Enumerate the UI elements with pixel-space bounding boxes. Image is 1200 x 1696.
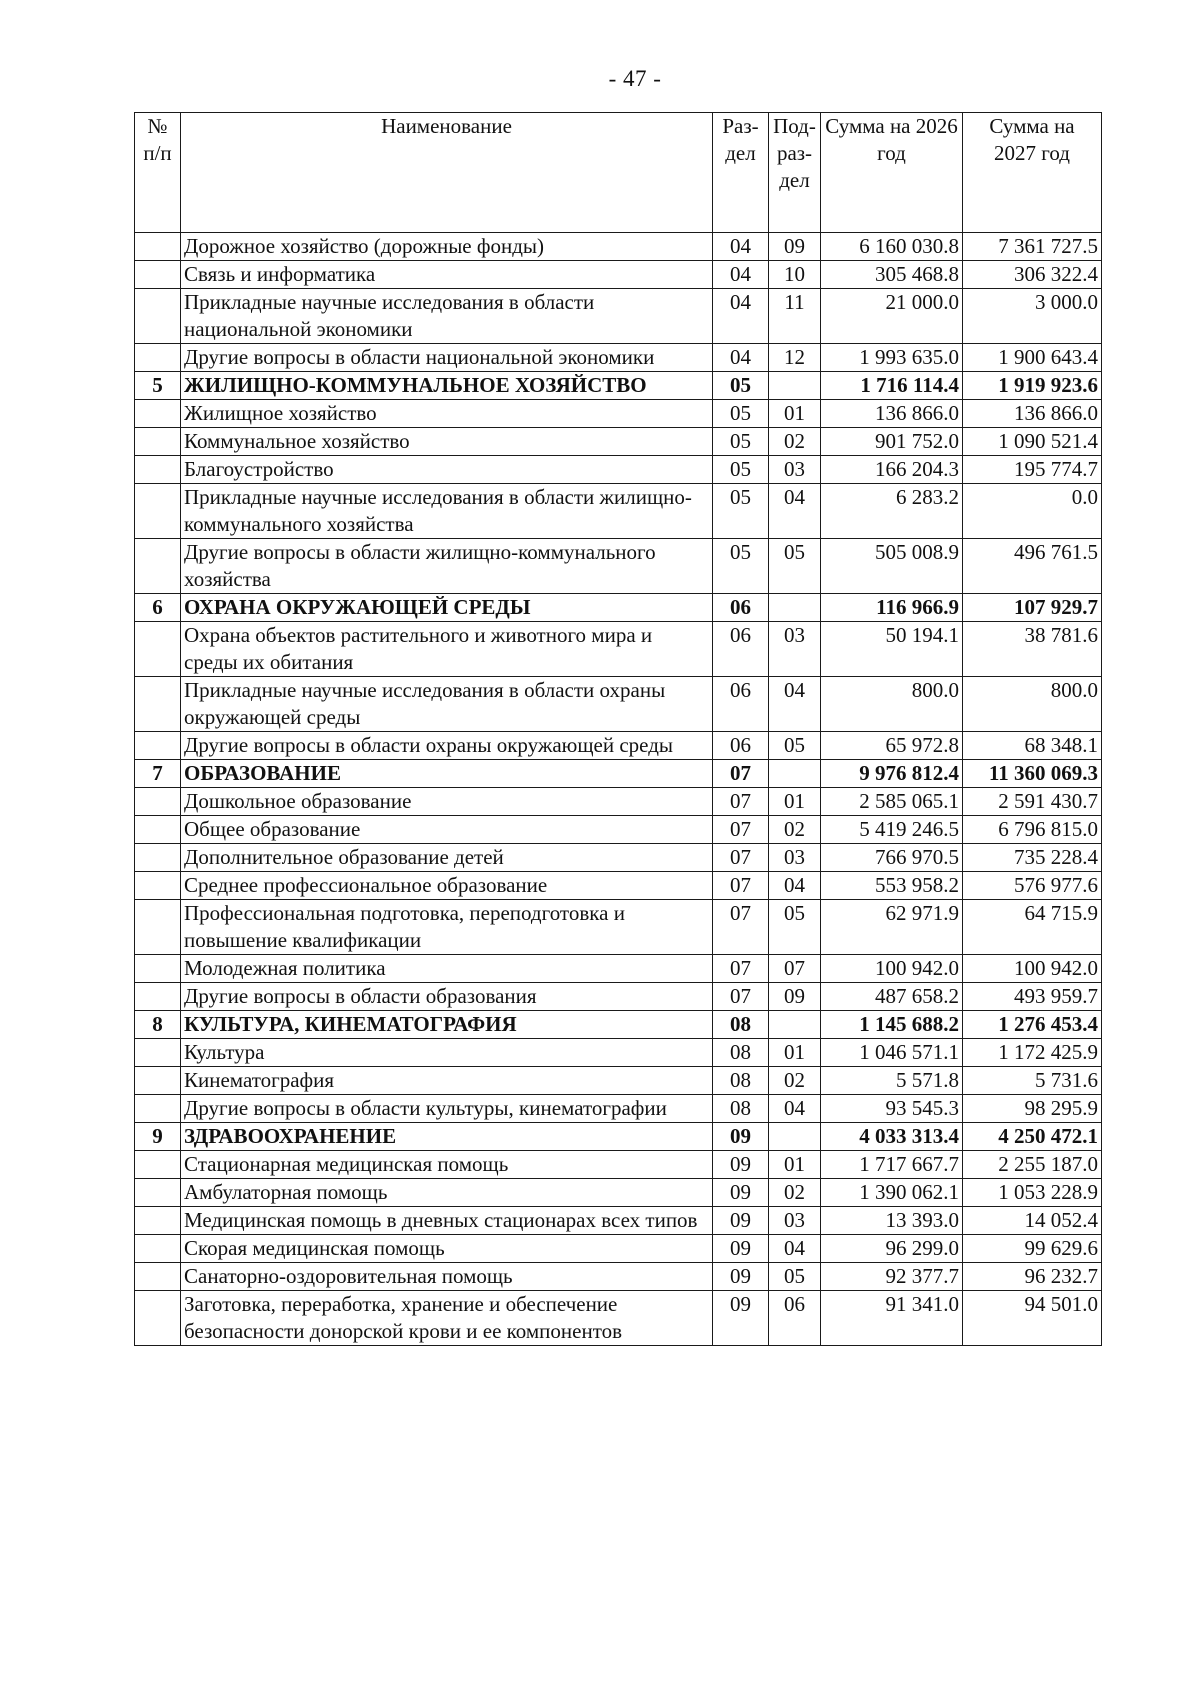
row-number: [135, 1235, 181, 1263]
row-sum-2026: 800.0: [821, 677, 963, 732]
row-razdel: 07: [713, 844, 769, 872]
row-razdel: 05: [713, 456, 769, 484]
row-sum-2027: 11 360 069.3: [963, 760, 1102, 788]
row-podrazdel: 05: [769, 1263, 821, 1291]
row-razdel: 06: [713, 732, 769, 760]
budget-table: [134, 112, 1102, 1346]
row-sum-2027: 64 715.9: [963, 900, 1102, 955]
row-number: [135, 484, 181, 539]
row-name: Охрана объектов растительного и животного мира и среды их обитания: [181, 622, 713, 677]
row-name: Санаторно-оздоровительная помощь: [181, 1263, 713, 1291]
row-name: Связь и информатика: [181, 261, 713, 289]
table-row: [135, 677, 1102, 732]
row-razdel: 09: [713, 1179, 769, 1207]
row-name: Другие вопросы в области охраны окружающей среды: [181, 732, 713, 760]
table-row: [135, 484, 1102, 539]
row-number: [135, 428, 181, 456]
table-row: [135, 983, 1102, 1011]
row-podrazdel: 03: [769, 622, 821, 677]
row-sum-2027: 1 053 228.9: [963, 1179, 1102, 1207]
row-name: Медицинская помощь в дневных стационарах всех типов: [181, 1207, 713, 1235]
table-row: [135, 1207, 1102, 1235]
row-number: [135, 900, 181, 955]
row-name: КУЛЬТУРА, КИНЕМАТОГРАФИЯ: [181, 1011, 713, 1039]
row-razdel: 08: [713, 1039, 769, 1067]
row-sum-2026: 136 866.0: [821, 400, 963, 428]
table-row: [135, 1179, 1102, 1207]
header-razdel: Раз- дел: [713, 113, 769, 233]
page-number: - 47 -: [608, 66, 662, 91]
row-number: 7: [135, 760, 181, 788]
row-name: Кинематография: [181, 1067, 713, 1095]
row-podrazdel: 03: [769, 456, 821, 484]
row-sum-2026: 5 571.8: [821, 1067, 963, 1095]
row-name: Общее образование: [181, 816, 713, 844]
row-podrazdel: 01: [769, 400, 821, 428]
row-razdel: 07: [713, 955, 769, 983]
table-row: [135, 261, 1102, 289]
row-sum-2027: 6 796 815.0: [963, 816, 1102, 844]
row-number: [135, 1291, 181, 1346]
header-sum-2026: Сумма на 2026 год: [821, 113, 963, 233]
table-row: [135, 788, 1102, 816]
row-razdel: 09: [713, 1291, 769, 1346]
row-sum-2026: 305 468.8: [821, 261, 963, 289]
row-razdel: 04: [713, 233, 769, 261]
table-row: [135, 1067, 1102, 1095]
row-sum-2026: 1 716 114.4: [821, 372, 963, 400]
row-number: [135, 261, 181, 289]
row-podrazdel: 09: [769, 233, 821, 261]
row-number: [135, 456, 181, 484]
row-name: Дополнительное образование детей: [181, 844, 713, 872]
row-sum-2027: 94 501.0: [963, 1291, 1102, 1346]
row-podrazdel: 04: [769, 872, 821, 900]
row-podrazdel: [769, 1011, 821, 1039]
row-podrazdel: [769, 1123, 821, 1151]
row-sum-2026: 6 160 030.8: [821, 233, 963, 261]
table-row: [135, 456, 1102, 484]
row-sum-2027: 2 591 430.7: [963, 788, 1102, 816]
row-name: Другие вопросы в области культуры, кинематографии: [181, 1095, 713, 1123]
row-podrazdel: [769, 760, 821, 788]
row-sum-2027: 68 348.1: [963, 732, 1102, 760]
table-row: [135, 1263, 1102, 1291]
section-row: [135, 372, 1102, 400]
row-sum-2026: 487 658.2: [821, 983, 963, 1011]
row-sum-2027: 99 629.6: [963, 1235, 1102, 1263]
row-podrazdel: 04: [769, 677, 821, 732]
row-razdel: 07: [713, 872, 769, 900]
row-number: [135, 788, 181, 816]
row-name: Культура: [181, 1039, 713, 1067]
row-name: Заготовка, переработка, хранение и обеспечение безопасности донорской крови и ее компонентов: [181, 1291, 713, 1346]
row-name: ОХРАНА ОКРУЖАЮЩЕЙ СРЕДЫ: [181, 594, 713, 622]
row-number: [135, 539, 181, 594]
row-razdel: 04: [713, 261, 769, 289]
row-sum-2027: 1 276 453.4: [963, 1011, 1102, 1039]
row-number: [135, 844, 181, 872]
table-row: [135, 900, 1102, 955]
section-row: [135, 594, 1102, 622]
row-number: [135, 1263, 181, 1291]
row-razdel: 08: [713, 1095, 769, 1123]
row-sum-2027: 195 774.7: [963, 456, 1102, 484]
header-podrazdel: Под- раз- дел: [769, 113, 821, 233]
row-sum-2027: 38 781.6: [963, 622, 1102, 677]
row-razdel: 09: [713, 1151, 769, 1179]
table-row: [135, 1235, 1102, 1263]
header-name: Наименование: [181, 113, 713, 233]
row-sum-2026: 5 419 246.5: [821, 816, 963, 844]
header-num: № п/п: [135, 113, 181, 233]
row-name: Стационарная медицинская помощь: [181, 1151, 713, 1179]
table-body: [135, 233, 1102, 1346]
row-sum-2027: 2 255 187.0: [963, 1151, 1102, 1179]
row-podrazdel: 12: [769, 344, 821, 372]
row-name: Молодежная политика: [181, 955, 713, 983]
row-name: Амбулаторная помощь: [181, 1179, 713, 1207]
row-podrazdel: 04: [769, 484, 821, 539]
table-row: [135, 844, 1102, 872]
row-sum-2026: 65 972.8: [821, 732, 963, 760]
table-header-row: [135, 113, 1102, 233]
row-razdel: 08: [713, 1067, 769, 1095]
row-number: [135, 677, 181, 732]
row-name: Благоустройство: [181, 456, 713, 484]
row-razdel: 09: [713, 1123, 769, 1151]
row-podrazdel: [769, 594, 821, 622]
table-row: [135, 1095, 1102, 1123]
table-row: [135, 289, 1102, 344]
row-podrazdel: 06: [769, 1291, 821, 1346]
row-sum-2026: 4 033 313.4: [821, 1123, 963, 1151]
row-sum-2026: 100 942.0: [821, 955, 963, 983]
table-row: [135, 428, 1102, 456]
row-razdel: 06: [713, 594, 769, 622]
row-razdel: 05: [713, 539, 769, 594]
row-sum-2026: 13 393.0: [821, 1207, 963, 1235]
row-sum-2026: 92 377.7: [821, 1263, 963, 1291]
row-sum-2026: 1 993 635.0: [821, 344, 963, 372]
table-row: [135, 732, 1102, 760]
table-row: [135, 233, 1102, 261]
row-sum-2026: 93 545.3: [821, 1095, 963, 1123]
row-name: ОБРАЗОВАНИЕ: [181, 760, 713, 788]
row-podrazdel: 04: [769, 1235, 821, 1263]
row-sum-2027: 576 977.6: [963, 872, 1102, 900]
row-podrazdel: 01: [769, 1039, 821, 1067]
row-podrazdel: 02: [769, 1179, 821, 1207]
row-razdel: 04: [713, 289, 769, 344]
table-row: [135, 1039, 1102, 1067]
row-podrazdel: 05: [769, 732, 821, 760]
table-row: [135, 400, 1102, 428]
row-sum-2027: 14 052.4: [963, 1207, 1102, 1235]
row-sum-2027: 1 172 425.9: [963, 1039, 1102, 1067]
row-sum-2026: 96 299.0: [821, 1235, 963, 1263]
table-row: [135, 622, 1102, 677]
row-sum-2027: 4 250 472.1: [963, 1123, 1102, 1151]
row-sum-2026: 505 008.9: [821, 539, 963, 594]
row-name: Среднее профессиональное образование: [181, 872, 713, 900]
row-sum-2027: 3 000.0: [963, 289, 1102, 344]
row-sum-2027: 735 228.4: [963, 844, 1102, 872]
section-row: [135, 760, 1102, 788]
row-sum-2026: 2 585 065.1: [821, 788, 963, 816]
row-sum-2026: 21 000.0: [821, 289, 963, 344]
row-number: [135, 955, 181, 983]
row-name: ЗДРАВООХРАНЕНИЕ: [181, 1123, 713, 1151]
row-sum-2026: 62 971.9: [821, 900, 963, 955]
row-podrazdel: 05: [769, 900, 821, 955]
row-razdel: 04: [713, 344, 769, 372]
row-number: 5: [135, 372, 181, 400]
section-row: [135, 1123, 1102, 1151]
row-number: [135, 983, 181, 1011]
table-row: [135, 344, 1102, 372]
row-razdel: 05: [713, 372, 769, 400]
row-sum-2026: 1 046 571.1: [821, 1039, 963, 1067]
row-name: Жилищное хозяйство: [181, 400, 713, 428]
row-sum-2027: 5 731.6: [963, 1067, 1102, 1095]
row-razdel: 09: [713, 1207, 769, 1235]
row-razdel: 08: [713, 1011, 769, 1039]
row-podrazdel: 04: [769, 1095, 821, 1123]
row-sum-2027: 136 866.0: [963, 400, 1102, 428]
row-razdel: 07: [713, 760, 769, 788]
row-number: [135, 233, 181, 261]
row-sum-2027: 1 919 923.6: [963, 372, 1102, 400]
row-name: Коммунальное хозяйство: [181, 428, 713, 456]
row-number: [135, 289, 181, 344]
row-podrazdel: 09: [769, 983, 821, 1011]
table-row: [135, 1291, 1102, 1346]
row-name: Дошкольное образование: [181, 788, 713, 816]
row-sum-2026: 50 194.1: [821, 622, 963, 677]
table-row: [135, 1151, 1102, 1179]
row-number: [135, 1039, 181, 1067]
row-number: [135, 1179, 181, 1207]
row-sum-2026: 553 958.2: [821, 872, 963, 900]
row-sum-2027: 98 295.9: [963, 1095, 1102, 1123]
row-razdel: 06: [713, 622, 769, 677]
row-sum-2026: 9 976 812.4: [821, 760, 963, 788]
row-sum-2027: 306 322.4: [963, 261, 1102, 289]
row-sum-2027: 107 929.7: [963, 594, 1102, 622]
row-name: Скорая медицинская помощь: [181, 1235, 713, 1263]
row-number: 9: [135, 1123, 181, 1151]
row-number: [135, 400, 181, 428]
row-podrazdel: 02: [769, 428, 821, 456]
row-sum-2026: 766 970.5: [821, 844, 963, 872]
row-number: [135, 622, 181, 677]
row-podrazdel: 10: [769, 261, 821, 289]
row-sum-2027: 800.0: [963, 677, 1102, 732]
row-podrazdel: 02: [769, 816, 821, 844]
table-row: [135, 955, 1102, 983]
row-razdel: 09: [713, 1263, 769, 1291]
row-sum-2027: 100 942.0: [963, 955, 1102, 983]
row-podrazdel: 01: [769, 788, 821, 816]
row-sum-2027: 0.0: [963, 484, 1102, 539]
row-sum-2027: 493 959.7: [963, 983, 1102, 1011]
row-sum-2026: 901 752.0: [821, 428, 963, 456]
row-podrazdel: 02: [769, 1067, 821, 1095]
row-sum-2027: 1 090 521.4: [963, 428, 1102, 456]
row-name: ЖИЛИЩНО-КОММУНАЛЬНОЕ ХОЗЯЙСТВО: [181, 372, 713, 400]
row-razdel: 05: [713, 484, 769, 539]
row-number: [135, 732, 181, 760]
row-number: [135, 872, 181, 900]
row-number: 6: [135, 594, 181, 622]
header-sum-2027: Сумма на 2027 год: [963, 113, 1102, 233]
row-name: Другие вопросы в области образования: [181, 983, 713, 1011]
row-podrazdel: [769, 372, 821, 400]
row-sum-2027: 496 761.5: [963, 539, 1102, 594]
row-number: [135, 1067, 181, 1095]
row-sum-2027: 96 232.7: [963, 1263, 1102, 1291]
row-razdel: 06: [713, 677, 769, 732]
row-number: 8: [135, 1011, 181, 1039]
row-podrazdel: 07: [769, 955, 821, 983]
row-razdel: 09: [713, 1235, 769, 1263]
row-sum-2026: 1 145 688.2: [821, 1011, 963, 1039]
row-sum-2026: 166 204.3: [821, 456, 963, 484]
row-name: Профессиональная подготовка, переподготовка и повышение квалификации: [181, 900, 713, 955]
row-podrazdel: 05: [769, 539, 821, 594]
row-razdel: 07: [713, 816, 769, 844]
row-name: Прикладные научные исследования в области национальной экономики: [181, 289, 713, 344]
row-sum-2027: 7 361 727.5: [963, 233, 1102, 261]
row-razdel: 07: [713, 900, 769, 955]
row-razdel: 05: [713, 400, 769, 428]
row-number: [135, 1207, 181, 1235]
row-name: Дорожное хозяйство (дорожные фонды): [181, 233, 713, 261]
row-number: [135, 816, 181, 844]
row-name: Другие вопросы в области национальной экономики: [181, 344, 713, 372]
row-podrazdel: 01: [769, 1151, 821, 1179]
row-razdel: 07: [713, 788, 769, 816]
table-row: [135, 816, 1102, 844]
section-row: [135, 1011, 1102, 1039]
row-sum-2027: 1 900 643.4: [963, 344, 1102, 372]
row-sum-2026: 116 966.9: [821, 594, 963, 622]
row-podrazdel: 03: [769, 1207, 821, 1235]
row-name: Прикладные научные исследования в области охраны окружающей среды: [181, 677, 713, 732]
row-razdel: 05: [713, 428, 769, 456]
row-razdel: 07: [713, 983, 769, 1011]
row-sum-2026: 91 341.0: [821, 1291, 963, 1346]
table-row: [135, 872, 1102, 900]
row-podrazdel: 03: [769, 844, 821, 872]
row-name: Другие вопросы в области жилищно-коммунального хозяйства: [181, 539, 713, 594]
row-podrazdel: 11: [769, 289, 821, 344]
row-number: [135, 344, 181, 372]
row-number: [135, 1151, 181, 1179]
row-name: Прикладные научные исследования в области жилищно-коммунального хозяйства: [181, 484, 713, 539]
row-sum-2026: 6 283.2: [821, 484, 963, 539]
row-number: [135, 1095, 181, 1123]
table-row: [135, 539, 1102, 594]
row-sum-2026: 1 390 062.1: [821, 1179, 963, 1207]
row-sum-2026: 1 717 667.7: [821, 1151, 963, 1179]
